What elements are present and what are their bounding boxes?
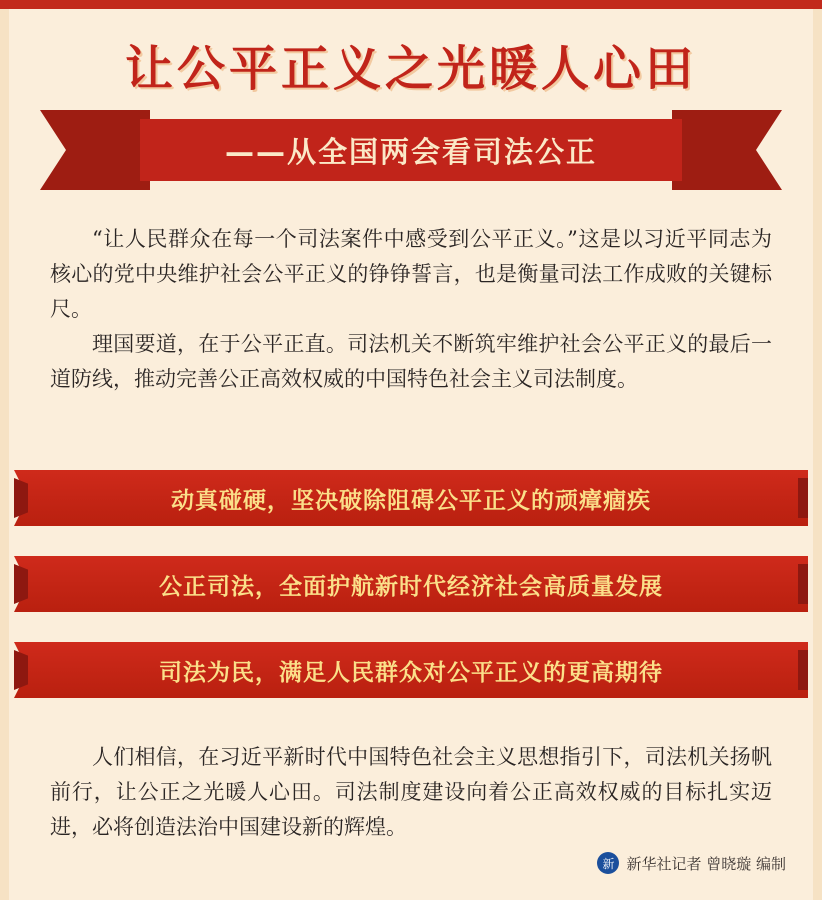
closing-text-block <box>50 740 772 845</box>
right-side-stripe <box>813 9 822 900</box>
left-side-stripe <box>0 9 9 900</box>
highlight-bar-1 <box>14 470 808 526</box>
top-accent-bar <box>0 0 822 9</box>
highlight-bar-3-label: 司法为民，满足人民群众对公平正义的更高期待 <box>159 659 663 686</box>
intro-text-block <box>50 222 772 397</box>
subtitle-ribbon <box>40 110 782 190</box>
highlight-bar-3 <box>14 642 808 698</box>
highlight-bar-1-label: 动真碰硬，坚决破除阻碍公平正义的顽瘴痼疾 <box>171 487 651 514</box>
page-title: 让公平正义之光暖人心田 <box>124 41 697 97</box>
ribbon-left-tail <box>40 110 150 190</box>
highlight-bar-2-label: 公正司法，全面护航新时代经济社会高质量发展 <box>159 573 663 600</box>
ribbon-center-panel <box>140 119 682 181</box>
credit-text: 新华社记者 曾晓璇 编制 <box>626 854 786 873</box>
ribbon-right-tail <box>672 110 782 190</box>
intro-paragraph-1: “让人民群众在每一个司法案件中感受到公平正义。”这是以习近平同志为核心的党中央维护社会公平正义的铮铮誓言，也是衡量司法工作成败的关键标尺。 <box>50 227 772 321</box>
highlight-bar-2 <box>14 556 808 612</box>
page-subtitle: ——从全国两会看司法公正 <box>224 134 597 169</box>
credit-line <box>597 852 786 874</box>
xinhua-logo-icon: 新 <box>597 852 619 874</box>
intro-paragraph-2: 理国要道，在于公平正直。司法机关不断筑牢维护社会公平正义的最后一道防线，推动完善公正高效权威的中国特色社会主义司法制度。 <box>50 332 772 391</box>
closing-paragraph-1: 人们相信，在习近平新时代中国特色社会主义思想指引下，司法机关扬帆前行，让公正之光暖人心田。司法制度建设向着公正高效权威的目标扎实迈进，必将创造法治中国建设新的辉煌。 <box>50 745 772 839</box>
